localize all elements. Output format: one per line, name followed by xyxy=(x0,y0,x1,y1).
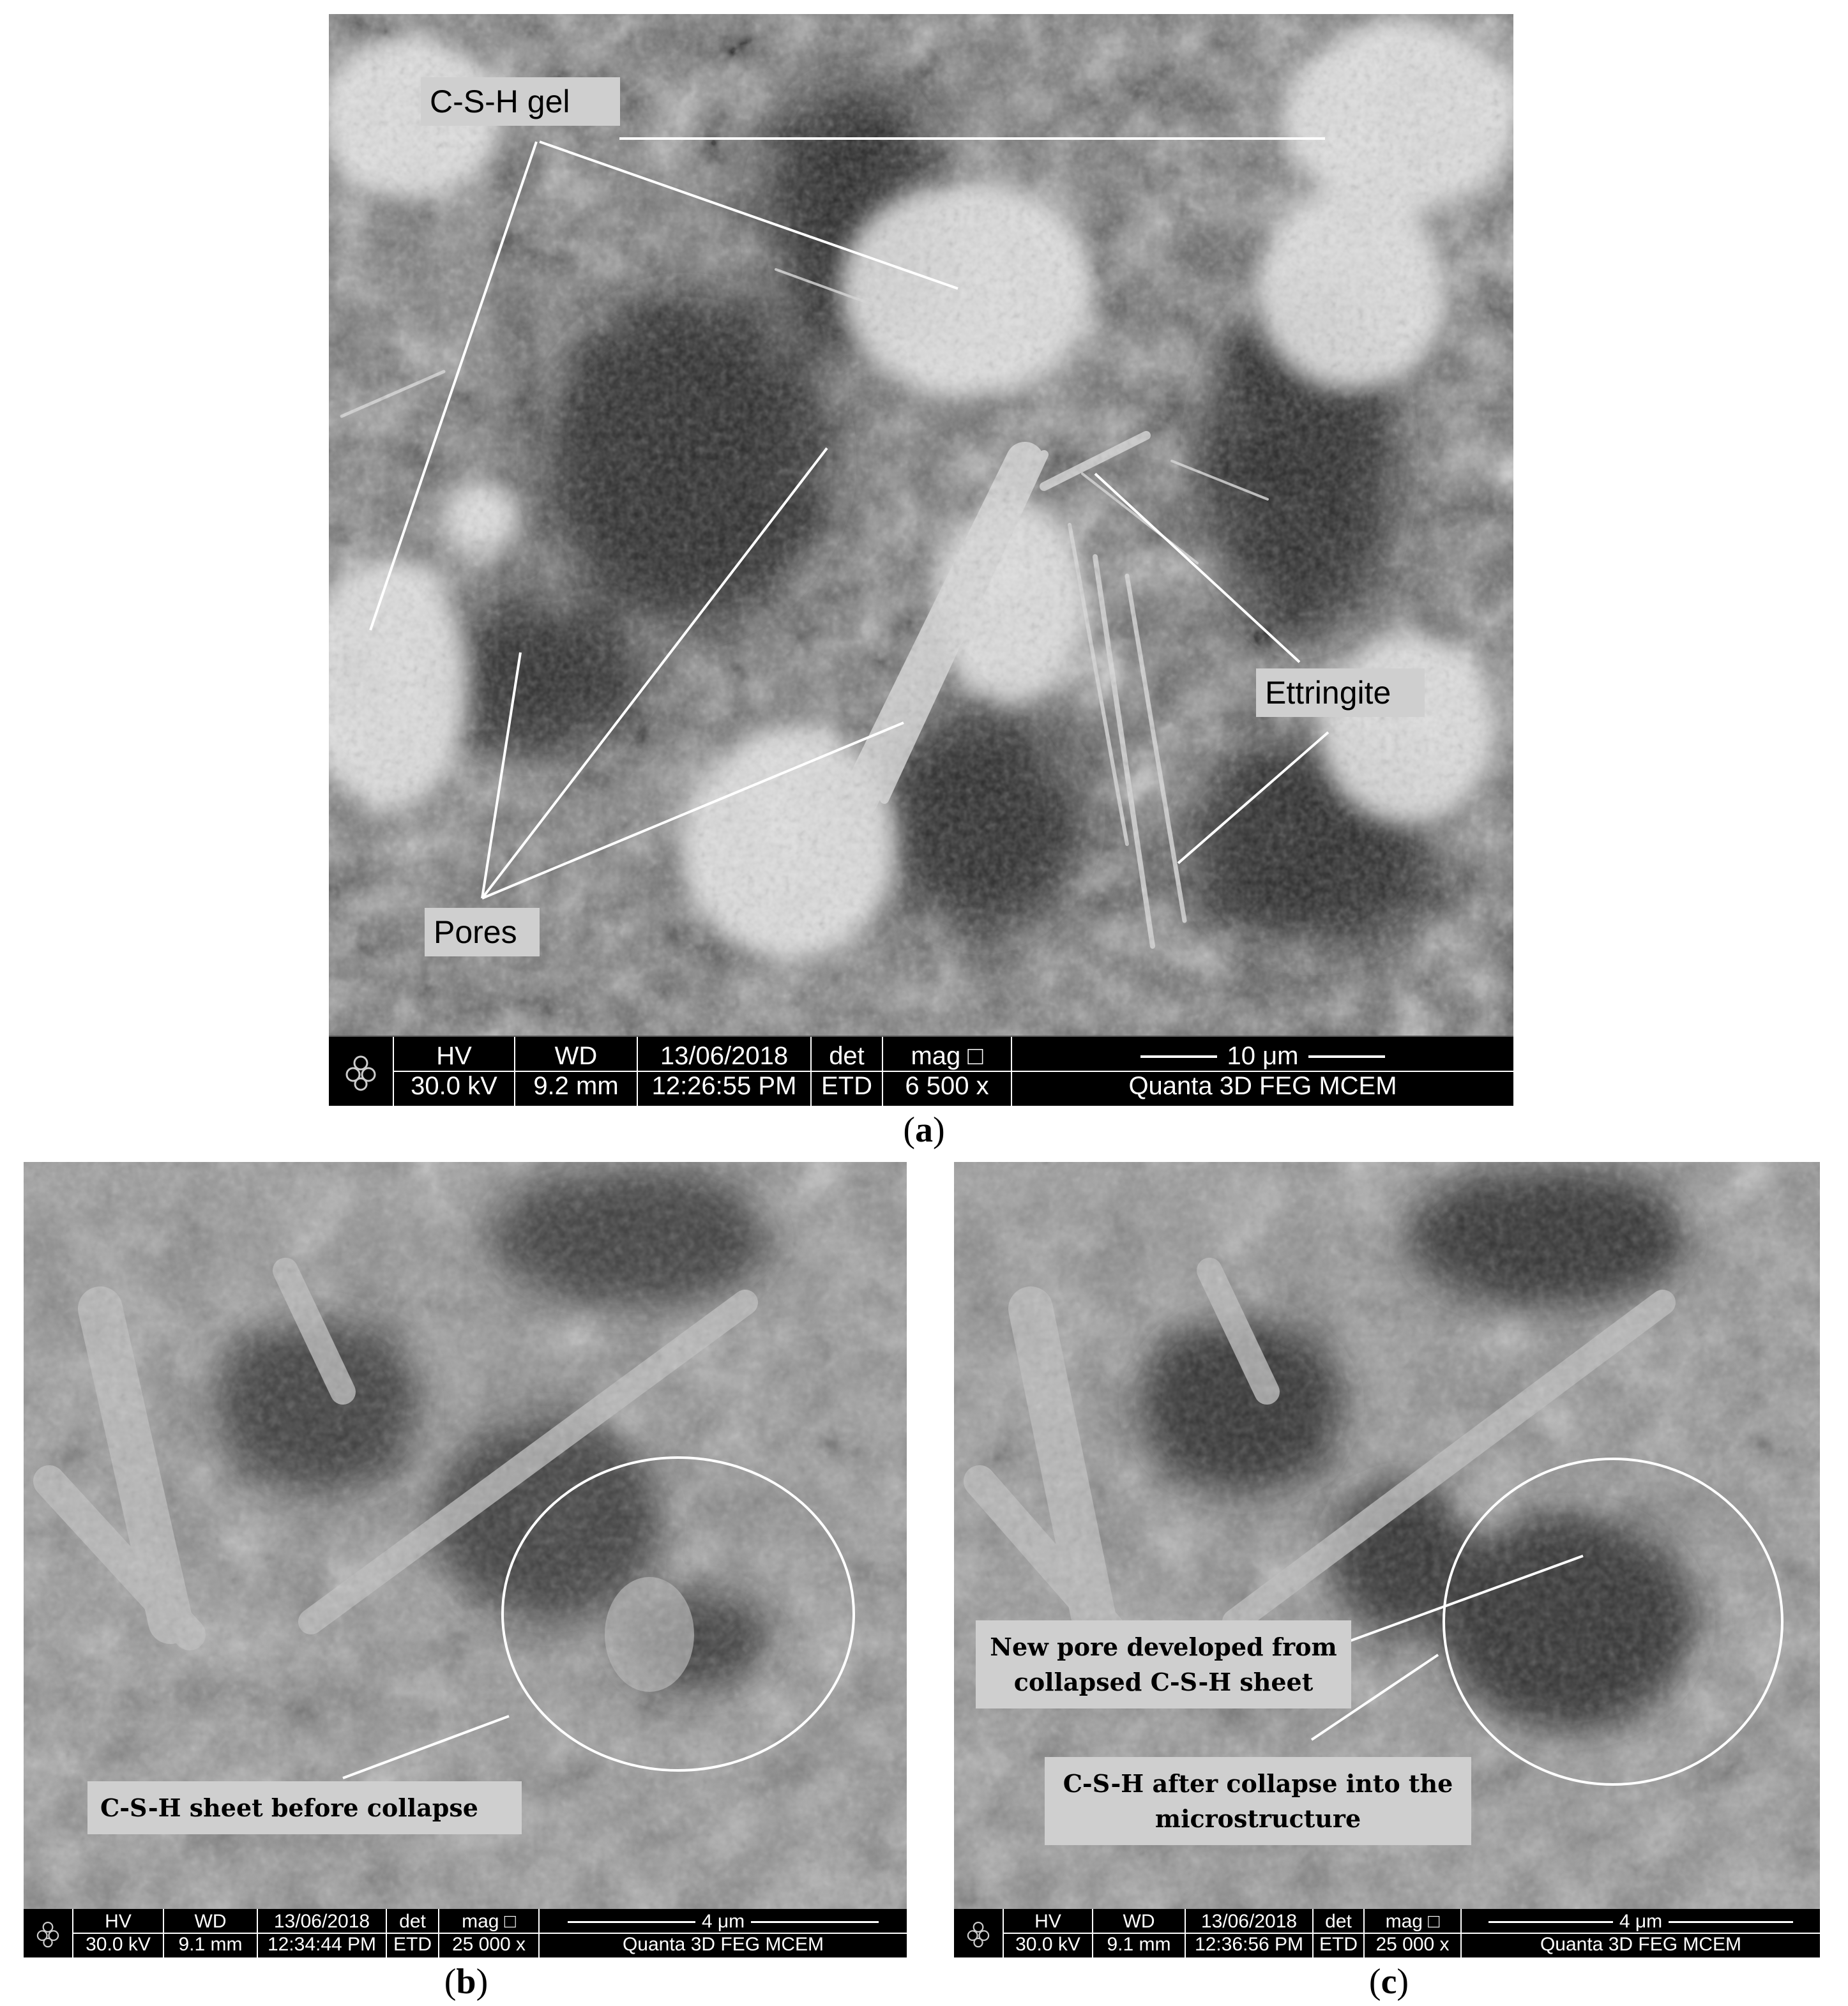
mag-header: mag □ xyxy=(1365,1911,1460,1934)
instrument-name: Quanta 3D FEG MCEM xyxy=(622,1934,824,1955)
acq-time: 12:34:44 PM xyxy=(267,1934,377,1955)
sem-infobar-b xyxy=(24,1909,907,1957)
hv-header: HV xyxy=(394,1042,514,1072)
sem-infobar-a xyxy=(329,1037,1513,1106)
hv-value: 30.0 kV xyxy=(411,1072,497,1100)
wd-value: 9.2 mm xyxy=(533,1072,619,1100)
mag-header: mag □ xyxy=(883,1042,1011,1072)
mag-value: 25 000 x xyxy=(1375,1934,1450,1955)
wd-value: 9.1 mm xyxy=(178,1934,243,1955)
fei-logo-icon xyxy=(24,1909,73,1957)
label-csh-gel: C-S-H gel xyxy=(421,77,620,126)
mag-header: mag □ xyxy=(439,1911,538,1934)
wd-header: WD xyxy=(515,1042,637,1072)
wd-header: WD xyxy=(1093,1911,1185,1934)
label-sheet-before-collapse: C-S-H sheet before collapse xyxy=(87,1781,522,1834)
hv-value: 30.0 kV xyxy=(86,1934,151,1955)
acq-time: 12:26:55 PM xyxy=(651,1072,797,1100)
hv-header: HV xyxy=(1004,1911,1092,1934)
sem-panel-a xyxy=(329,14,1513,1106)
acq-date: 13/06/2018 xyxy=(258,1911,386,1934)
sem-panel-c xyxy=(954,1162,1820,1957)
label-after-line1: C-S-H after collapse into the xyxy=(1063,1769,1453,1798)
mag-value: 6 500 x xyxy=(905,1072,989,1100)
fei-logo-icon xyxy=(329,1037,394,1106)
det-value: ETD xyxy=(393,1934,432,1955)
caption-a: (a) xyxy=(903,1110,945,1150)
caption-c: (c) xyxy=(1368,1962,1409,2002)
scale-bar-label: 4 μm xyxy=(701,1911,745,1932)
det-header: det xyxy=(1314,1911,1363,1934)
label-csh-after-collapse xyxy=(1045,1757,1471,1845)
det-header: det xyxy=(387,1911,438,1934)
label-new-pore-line1: New pore developed from xyxy=(990,1633,1337,1661)
label-after-line2: microstructure xyxy=(1155,1804,1361,1834)
label-pores: Pores xyxy=(425,908,540,956)
acq-time: 12:36:56 PM xyxy=(1194,1934,1304,1955)
caption-b: (b) xyxy=(444,1962,489,2002)
det-value: ETD xyxy=(1319,1934,1358,1955)
det-value: ETD xyxy=(821,1072,872,1100)
label-new-pore xyxy=(976,1620,1351,1708)
scale-bar-label: 10 μm xyxy=(1227,1042,1299,1070)
mag-value: 25 000 x xyxy=(451,1934,526,1955)
hv-header: HV xyxy=(73,1911,163,1934)
sem-micrograph-a xyxy=(329,14,1513,1036)
label-ettringite: Ettringite xyxy=(1256,668,1425,717)
sem-panel-b xyxy=(24,1162,907,1957)
acq-date: 13/06/2018 xyxy=(638,1042,810,1072)
fei-logo-icon xyxy=(954,1909,1004,1957)
label-new-pore-line2: collapsed C-S-H sheet xyxy=(1013,1668,1314,1697)
det-header: det xyxy=(812,1042,882,1072)
wd-header: WD xyxy=(164,1911,257,1934)
instrument-name: Quanta 3D FEG MCEM xyxy=(1540,1934,1742,1955)
sem-infobar-c xyxy=(954,1909,1820,1957)
hv-value: 30.0 kV xyxy=(1015,1934,1080,1955)
acq-date: 13/06/2018 xyxy=(1186,1911,1312,1934)
wd-value: 9.1 mm xyxy=(1107,1934,1171,1955)
scale-bar-label: 4 μm xyxy=(1619,1911,1663,1932)
instrument-name: Quanta 3D FEG MCEM xyxy=(1128,1072,1397,1100)
